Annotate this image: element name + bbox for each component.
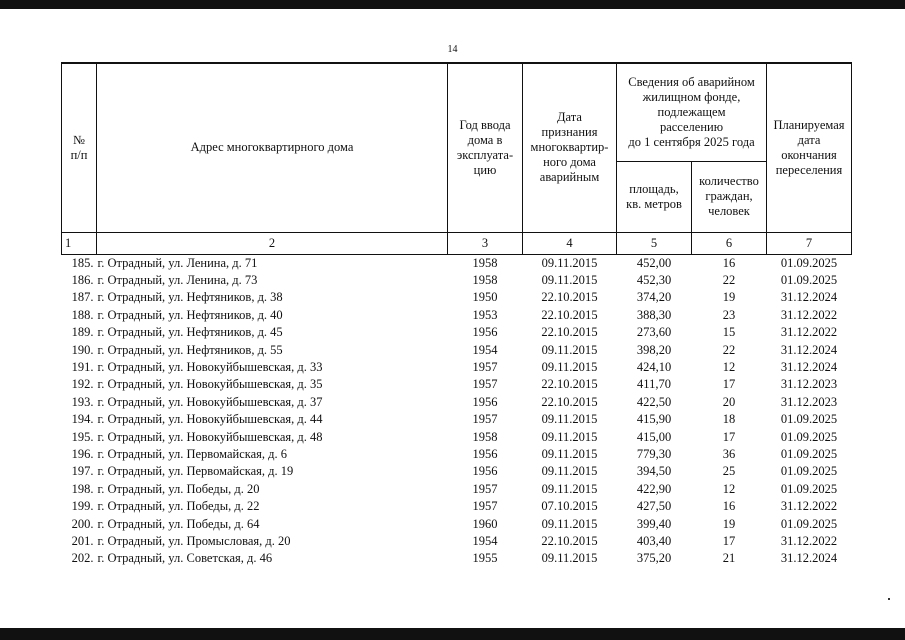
top-scan-border	[0, 0, 905, 9]
table-body	[62, 254, 852, 568]
planned-date-cell: 31.12.2022	[780, 325, 838, 340]
address-cell: г. Отрадный, ул. Новокуйбышевская, д. 35	[97, 377, 323, 392]
year-cell: 1954	[472, 534, 498, 548]
area-cell: 415,00	[636, 429, 672, 444]
year-cell: 1956	[472, 464, 498, 479]
address-cell: г. Отрадный, ул. Промысловая, д. 20	[97, 534, 291, 548]
planned-date-cell: 01.09.2025	[780, 272, 838, 287]
people-cell: 22	[722, 342, 736, 357]
address-cell: г. Отрадный, ул. Нефтяников, д. 40	[97, 307, 283, 322]
row-number-cell: 187.	[71, 290, 94, 305]
people-cell: 21	[722, 551, 736, 566]
area-cell: 452,00	[636, 255, 672, 270]
header-recognition-date: Дата признания многоквартир- ного дома аварийным	[523, 63, 617, 232]
row-number-cell: 197.	[71, 464, 94, 479]
recognition-date-cell: 22.10.2015	[541, 534, 598, 548]
table-row	[62, 481, 852, 498]
table-row	[62, 324, 852, 341]
people-cell: 18	[722, 412, 736, 427]
column-number-1: 1	[62, 232, 97, 254]
table-row	[62, 516, 852, 533]
planned-date-cell: 01.09.2025	[780, 481, 838, 496]
year-cell: 1958	[472, 272, 498, 287]
address-cell: г. Отрадный, ул. Новокуйбышевская, д. 44	[97, 412, 323, 427]
area-cell: 427,50	[636, 499, 672, 514]
recognition-date-cell: 22.10.2015	[541, 377, 598, 392]
people-cell: 17	[722, 534, 736, 548]
recognition-date-cell: 09.11.2015	[541, 412, 598, 427]
table-row	[62, 342, 852, 359]
area-cell: 394,50	[636, 464, 672, 479]
header-emergency-group: Сведения об аварийном жилищном фонде, подлежащем расселению до 1 сентября 2025 года	[617, 63, 767, 161]
column-number-6: 6	[692, 232, 767, 254]
header-year: Год ввода дома в эксплуата- цию	[448, 63, 523, 232]
people-cell: 17	[722, 377, 736, 392]
table-row	[62, 429, 852, 446]
row-number-cell: 191.	[71, 359, 94, 374]
address-cell: г. Отрадный, ул. Новокуйбышевская, д. 37	[97, 394, 323, 409]
address-cell: г. Отрадный, ул. Новокуйбышевская, д. 48	[97, 429, 323, 444]
planned-date-cell: 31.12.2023	[780, 394, 838, 409]
row-number-cell: 194.	[71, 412, 94, 427]
recognition-date-cell: 09.11.2015	[541, 359, 598, 374]
area-cell: 273,60	[636, 325, 672, 340]
people-cell: 25	[722, 464, 736, 479]
recognition-date-cell: 09.11.2015	[541, 342, 598, 357]
header-address: Адрес многоквартирного дома	[97, 63, 448, 232]
people-cell: 19	[722, 516, 736, 531]
recognition-date-cell: 09.11.2015	[541, 464, 598, 479]
row-number-cell: 193.	[71, 394, 94, 409]
table-row	[62, 463, 852, 480]
recognition-date-cell: 09.11.2015	[541, 516, 598, 531]
row-number-cell: 198.	[71, 481, 94, 496]
recognition-date-cell: 22.10.2015	[541, 325, 598, 340]
header-planned-date: Планируемая дата окончания переселения	[767, 63, 852, 232]
people-cell: 12	[722, 481, 736, 496]
area-cell: 399,40	[636, 516, 672, 531]
recognition-date-cell: 09.11.2015	[541, 551, 598, 566]
area-cell: 388,30	[636, 307, 672, 322]
row-number-cell: 190.	[71, 342, 94, 357]
planned-date-cell: 31.12.2024	[780, 290, 838, 305]
year-cell: 1956	[472, 446, 498, 461]
people-cell: 20	[722, 394, 736, 409]
year-cell: 1950	[472, 290, 498, 305]
year-cell: 1958	[472, 255, 498, 270]
area-cell: 374,20	[636, 290, 672, 305]
area-cell: 422,90	[636, 481, 672, 496]
area-cell: 452,30	[636, 272, 672, 287]
column-number-5: 5	[617, 232, 692, 254]
people-cell: 23	[722, 307, 736, 322]
address-cell: г. Отрадный, ул. Победы, д. 20	[97, 481, 260, 496]
table-row	[62, 289, 852, 306]
row-number-cell: 189.	[71, 325, 94, 340]
area-cell: 398,20	[636, 342, 672, 357]
table-row	[62, 254, 852, 272]
column-number-7: 7	[767, 232, 852, 254]
people-cell: 15	[722, 325, 736, 340]
year-cell: 1958	[472, 429, 498, 444]
area-cell: 403,40	[636, 534, 672, 548]
planned-date-cell: 31.12.2023	[780, 377, 838, 392]
table-row	[62, 446, 852, 463]
recognition-date-cell: 09.11.2015	[541, 446, 598, 461]
people-cell: 16	[722, 499, 736, 514]
emergency-housing-table	[61, 62, 852, 568]
row-number-cell: 192.	[71, 377, 94, 392]
row-number-cell: 200.	[71, 516, 94, 531]
row-number-cell: 202.	[71, 551, 94, 566]
table-row	[62, 394, 852, 411]
year-cell: 1957	[472, 377, 498, 392]
year-cell: 1957	[472, 481, 498, 496]
planned-date-cell: 01.09.2025	[780, 255, 838, 270]
address-cell: г. Отрадный, ул. Первомайская, д. 19	[97, 464, 294, 479]
area-cell: 411,70	[637, 377, 671, 392]
year-cell: 1956	[472, 325, 498, 340]
area-cell: 424,10	[636, 359, 672, 374]
planned-date-cell: 01.09.2025	[780, 464, 838, 479]
year-cell: 1956	[472, 394, 498, 409]
row-number-cell: 196.	[71, 446, 94, 461]
people-cell: 12	[722, 359, 736, 374]
recognition-date-cell: 22.10.2015	[541, 290, 598, 305]
address-cell: г. Отрадный, ул. Победы, д. 64	[97, 516, 260, 531]
recognition-date-cell: 09.11.2015	[541, 272, 598, 287]
column-number-3: 3	[448, 232, 523, 254]
people-cell: 17	[722, 429, 736, 444]
planned-date-cell: 01.09.2025	[780, 412, 838, 427]
page-number: 14	[447, 44, 458, 55]
year-cell: 1960	[472, 516, 498, 531]
address-cell: г. Отрадный, ул. Советская, д. 46	[97, 551, 273, 566]
address-cell: г. Отрадный, ул. Ленина, д. 73	[97, 272, 258, 287]
year-cell: 1953	[472, 307, 498, 322]
row-number-cell: 185.	[71, 255, 94, 270]
people-cell: 22	[722, 272, 736, 287]
address-cell: г. Отрадный, ул. Нефтяников, д. 45	[97, 325, 283, 340]
table-row	[62, 533, 852, 550]
header-people: количество граждан, человек	[692, 161, 767, 232]
table-row	[62, 376, 852, 393]
area-cell: 415,90	[636, 412, 672, 427]
area-cell: 422,50	[636, 394, 672, 409]
address-cell: г. Отрадный, ул. Нефтяников, д. 55	[97, 342, 283, 357]
year-cell: 1957	[472, 359, 498, 374]
planned-date-cell: 31.12.2022	[780, 307, 838, 322]
address-cell: г. Отрадный, ул. Ленина, д. 71	[97, 255, 258, 270]
table-row	[62, 307, 852, 324]
planned-date-cell: 31.12.2022	[780, 499, 838, 514]
area-cell: 779,30	[636, 446, 672, 461]
row-number-cell: 199.	[71, 499, 94, 514]
row-number-cell: 195.	[71, 429, 94, 444]
people-cell: 16	[722, 255, 736, 270]
row-number-cell: 201.	[71, 534, 94, 548]
planned-date-cell: 31.12.2024	[780, 359, 838, 374]
area-cell: 375,20	[636, 551, 672, 566]
planned-date-cell: 31.12.2024	[780, 342, 838, 357]
table-row	[62, 550, 852, 567]
row-number-cell: 188.	[71, 307, 94, 322]
planned-date-cell: 31.12.2022	[780, 534, 838, 548]
planned-date-cell: 31.12.2024	[780, 551, 838, 566]
recognition-date-cell: 07.10.2015	[541, 499, 598, 514]
planned-date-cell: 01.09.2025	[780, 429, 838, 444]
address-cell: г. Отрадный, ул. Нефтяников, д. 38	[97, 290, 283, 305]
column-number-4: 4	[523, 232, 617, 254]
bottom-scan-border	[0, 628, 905, 640]
header-number: № п/п	[62, 63, 97, 232]
scan-speck	[888, 598, 890, 600]
address-cell: г. Отрадный, ул. Победы, д. 22	[97, 499, 260, 514]
recognition-date-cell: 09.11.2015	[541, 481, 598, 496]
recognition-date-cell: 22.10.2015	[541, 394, 598, 409]
header-area: площадь, кв. метров	[617, 161, 692, 232]
year-cell: 1955	[472, 551, 498, 566]
table-row	[62, 272, 852, 289]
year-cell: 1957	[472, 499, 498, 514]
year-cell: 1954	[472, 342, 498, 357]
people-cell: 36	[722, 446, 736, 461]
table-row	[62, 411, 852, 428]
table-row	[62, 359, 852, 376]
recognition-date-cell: 22.10.2015	[541, 307, 598, 322]
planned-date-cell: 01.09.2025	[780, 446, 838, 461]
address-cell: г. Отрадный, ул. Новокуйбышевская, д. 33	[97, 359, 323, 374]
address-cell: г. Отрадный, ул. Первомайская, д. 6	[97, 446, 288, 461]
table-row	[62, 498, 852, 515]
year-cell: 1957	[472, 412, 498, 427]
recognition-date-cell: 09.11.2015	[541, 255, 598, 270]
recognition-date-cell: 09.11.2015	[541, 429, 598, 444]
planned-date-cell: 01.09.2025	[780, 516, 838, 531]
row-number-cell: 186.	[71, 272, 94, 287]
people-cell: 19	[722, 290, 736, 305]
column-number-2: 2	[97, 232, 448, 254]
